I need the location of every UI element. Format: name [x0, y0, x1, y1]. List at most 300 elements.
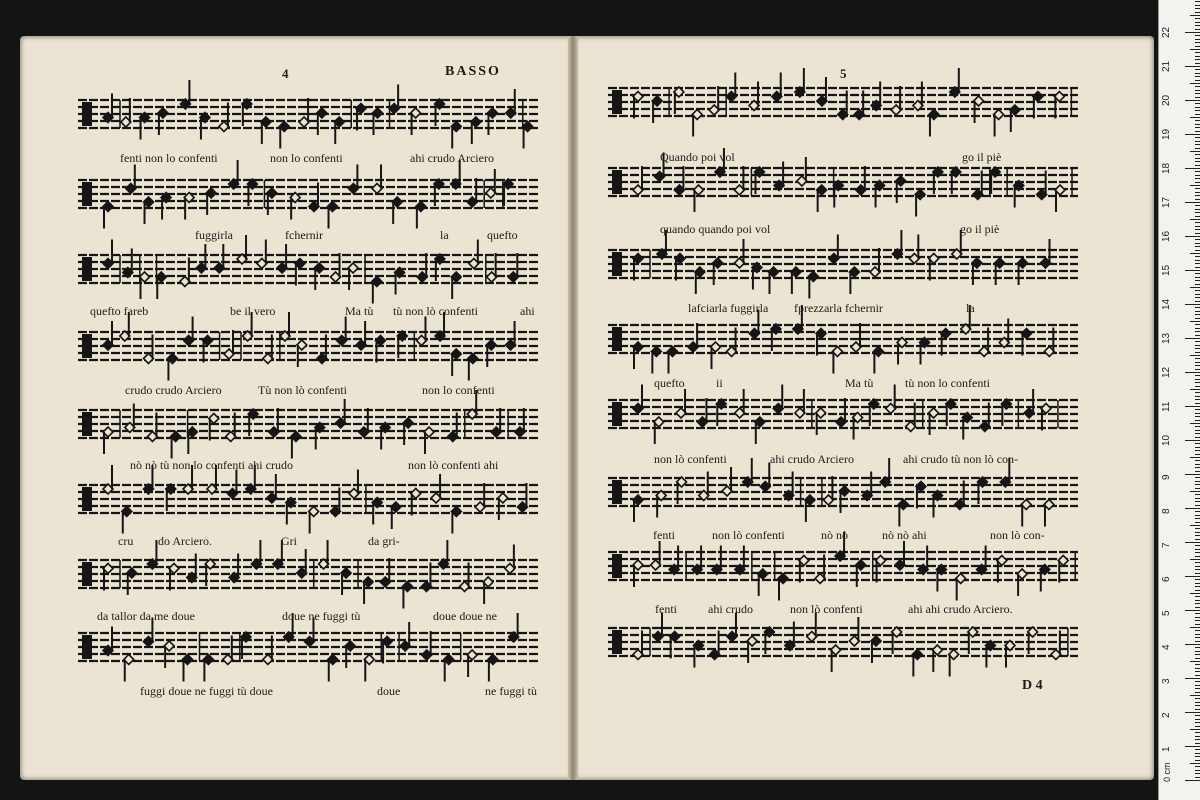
ruler-tick [1190, 627, 1200, 628]
ruler-tick [1195, 739, 1200, 740]
ruler-tick [1195, 671, 1200, 672]
ruler-tick [1195, 284, 1200, 285]
ruler-tick [1195, 18, 1200, 19]
ruler-tick [1190, 389, 1200, 390]
ruler-tick [1195, 647, 1200, 648]
ruler-tick [1195, 583, 1200, 584]
ruler-number: 14 [1161, 298, 1172, 310]
ruler-tick [1190, 287, 1200, 288]
left-staff-7 [78, 540, 540, 609]
ruler-number: 10 [1161, 434, 1172, 446]
ruler-tick [1190, 49, 1200, 50]
ruler-tick [1195, 267, 1200, 268]
ruler-tick [1195, 600, 1200, 601]
ruler-tick [1195, 420, 1200, 421]
ruler-tick [1195, 692, 1200, 693]
ruler-tick [1185, 32, 1200, 33]
ruler-tick [1195, 702, 1200, 703]
ruler-tick [1195, 277, 1200, 278]
ruler-tick [1195, 705, 1200, 706]
ruler-tick [1190, 185, 1200, 186]
ruler-tick [1195, 301, 1200, 302]
ruler-tick [1195, 399, 1200, 400]
ruler-tick [1195, 426, 1200, 427]
ruler-tick [1195, 331, 1200, 332]
ruler-tick [1195, 35, 1200, 36]
ruler-tick [1195, 620, 1200, 621]
right-staff-1 [608, 68, 1078, 137]
ruler-tick [1195, 403, 1200, 404]
ruler-tick [1195, 175, 1200, 176]
ruler-tick [1195, 566, 1200, 567]
ruler-tick [1195, 481, 1200, 482]
part-header: BASSO [445, 64, 501, 79]
ruler-tick [1195, 573, 1200, 574]
ruler-tick [1195, 528, 1200, 529]
ruler-tick [1195, 137, 1200, 138]
lyric-text: nò nò ahi [882, 528, 927, 542]
ruler-tick [1195, 86, 1200, 87]
ruler-tick [1195, 382, 1200, 383]
measurement-ruler [1158, 0, 1200, 800]
ruler-tick [1195, 450, 1200, 451]
lyric-text: quefto [487, 228, 518, 242]
ruler-tick [1185, 508, 1200, 509]
lyric-text: Ma tù [345, 304, 374, 318]
ruler-tick [1195, 675, 1200, 676]
ruler-number: 2 [1161, 712, 1172, 718]
ruler-tick [1185, 746, 1200, 747]
lyric-text: fenti non lo confenti [120, 151, 218, 165]
signature-mark: D 4 [1022, 678, 1043, 693]
ruler-number: 15 [1161, 264, 1172, 276]
ruler-tick [1190, 525, 1200, 526]
ruler-tick [1195, 229, 1200, 230]
ruler-tick [1190, 695, 1200, 696]
ruler-tick [1195, 413, 1200, 414]
ruler-tick [1190, 15, 1200, 16]
lyric-text: Tù non lò confenti [258, 383, 347, 397]
ruler-tick [1190, 729, 1200, 730]
ruler-tick [1195, 770, 1200, 771]
ruler-tick [1195, 97, 1200, 98]
ruler-unit-label: 0 cm [1162, 762, 1172, 782]
ruler-tick [1195, 63, 1200, 64]
lyric-text: ahi crudo [708, 602, 753, 616]
ruler-tick [1195, 760, 1200, 761]
ruler-number: 19 [1161, 128, 1172, 140]
right-page-number: 5 [840, 66, 847, 81]
ruler-tick [1195, 239, 1200, 240]
left-staff-6 [78, 465, 540, 534]
lyric-text: ahi crudo tù non lò con- [903, 452, 1018, 466]
ruler-tick [1185, 542, 1200, 543]
ruler-tick [1195, 107, 1200, 108]
ruler-tick [1195, 651, 1200, 652]
ruler-tick [1195, 171, 1200, 172]
ruler-tick [1195, 46, 1200, 47]
lyric-text: lafciarla fuggirla [688, 301, 769, 315]
lyric-text: Ma tù [845, 376, 874, 390]
lyric-text: ne fuggi tù [485, 684, 537, 698]
ruler-tick [1195, 477, 1200, 478]
ruler-tick [1190, 117, 1200, 118]
ruler-tick [1195, 545, 1200, 546]
ruler-tick [1195, 698, 1200, 699]
lyric-text: non lò confenti [790, 602, 863, 616]
ruler-tick [1195, 110, 1200, 111]
left-staff-3 [78, 235, 540, 304]
ruler-number: 6 [1161, 576, 1172, 582]
ruler-tick [1195, 318, 1200, 319]
ruler-tick [1195, 25, 1200, 26]
ruler-tick [1195, 369, 1200, 370]
ruler-tick [1195, 297, 1200, 298]
right-staff-3 [608, 230, 1078, 299]
ruler-tick [1195, 39, 1200, 40]
ruler-tick [1185, 644, 1200, 645]
ruler-tick [1195, 630, 1200, 631]
ruler-tick [1185, 236, 1200, 237]
ruler-tick [1195, 396, 1200, 397]
lyric-text: ahi ahi crudo Arciero. [908, 602, 1013, 616]
ruler-tick [1195, 603, 1200, 604]
ruler-tick [1185, 440, 1200, 441]
lyric-text: la [440, 228, 449, 242]
ruler-tick [1190, 355, 1200, 356]
ruler-tick [1185, 712, 1200, 713]
ruler-tick [1195, 199, 1200, 200]
ruler-tick [1195, 209, 1200, 210]
ruler-tick [1195, 416, 1200, 417]
ruler-tick [1195, 443, 1200, 444]
right-staff-5 [608, 385, 1078, 445]
ruler-tick [1195, 345, 1200, 346]
ruler-tick [1195, 243, 1200, 244]
ruler-tick [1190, 151, 1200, 152]
ruler-tick [1190, 253, 1200, 254]
ruler-tick [1195, 1, 1200, 2]
ruler-tick [1195, 69, 1200, 70]
ruler-tick [1195, 715, 1200, 716]
ruler-tick [1195, 539, 1200, 540]
ruler-tick [1185, 474, 1200, 475]
ruler-tick [1195, 141, 1200, 142]
ruler-tick [1195, 148, 1200, 149]
lyric-text: ahi crudo Arciero [410, 151, 494, 165]
ruler-tick [1195, 290, 1200, 291]
ruler-tick [1195, 732, 1200, 733]
ruler-tick [1195, 743, 1200, 744]
ruler-tick [1195, 222, 1200, 223]
ruler-tick [1185, 168, 1200, 169]
ruler-tick [1185, 338, 1200, 339]
ruler-tick [1195, 736, 1200, 737]
lyric-text: da tallor da me doue [97, 609, 195, 623]
lyric-text: tù non lo confenti [905, 376, 990, 390]
lyric-text: nò nò [821, 528, 848, 542]
ruler-tick [1195, 114, 1200, 115]
lyric-text: non lò confenti ahi [408, 458, 499, 472]
ruler-tick [1195, 467, 1200, 468]
lyric-text: ii [716, 376, 723, 390]
ruler-tick [1195, 409, 1200, 410]
ruler-number: 22 [1161, 26, 1172, 38]
ruler-number: 16 [1161, 230, 1172, 242]
ruler-tick [1195, 579, 1200, 580]
ruler-tick [1185, 270, 1200, 271]
lyric-text: doue doue ne [433, 609, 497, 623]
ruler-tick [1185, 678, 1200, 679]
ruler-tick [1195, 535, 1200, 536]
ruler-number: 12 [1161, 366, 1172, 378]
lyric-text: quefto fareb [90, 304, 149, 318]
ruler-number: 20 [1161, 94, 1172, 106]
ruler-tick [1190, 763, 1200, 764]
ruler-tick [1195, 749, 1200, 750]
lyric-text: Gri [281, 534, 297, 548]
lyric-text: fenti [655, 602, 677, 616]
ruler-tick [1195, 668, 1200, 669]
ruler-tick [1195, 386, 1200, 387]
ruler-tick [1195, 454, 1200, 455]
ruler-tick [1195, 658, 1200, 659]
ruler-tick [1195, 80, 1200, 81]
ruler-tick [1195, 144, 1200, 145]
lyric-text: la [966, 301, 975, 315]
ruler-tick [1195, 518, 1200, 519]
ruler-tick [1195, 596, 1200, 597]
ruler-tick [1195, 392, 1200, 393]
ruler-tick [1195, 753, 1200, 754]
ruler-tick [1195, 226, 1200, 227]
ruler-tick [1195, 586, 1200, 587]
ruler-tick [1195, 352, 1200, 353]
ruler-tick [1195, 311, 1200, 312]
ruler-tick [1195, 532, 1200, 533]
lyric-text: fuggirla [195, 228, 233, 242]
ruler-tick [1195, 29, 1200, 30]
ruler-tick [1190, 593, 1200, 594]
ruler-tick [1195, 681, 1200, 682]
ruler-tick [1195, 195, 1200, 196]
ruler-tick [1195, 158, 1200, 159]
lyric-text: go il piè [960, 222, 1000, 236]
ruler-tick [1195, 552, 1200, 553]
left-staff-5 [78, 390, 540, 459]
ruler-tick [1185, 100, 1200, 101]
lyric-text: da gri- [368, 534, 400, 548]
ruler-tick [1195, 494, 1200, 495]
ruler-tick [1195, 613, 1200, 614]
ruler-tick [1195, 165, 1200, 166]
ruler-tick [1185, 66, 1200, 67]
ruler-tick [1195, 511, 1200, 512]
ruler-tick [1195, 437, 1200, 438]
lyric-text: fenti [653, 528, 675, 542]
ruler-tick [1195, 212, 1200, 213]
ruler-tick [1195, 709, 1200, 710]
lyric-text: tù non lò confenti [393, 304, 478, 318]
ruler-tick [1185, 134, 1200, 135]
ruler-tick [1195, 634, 1200, 635]
ruler-tick [1195, 188, 1200, 189]
ruler-tick [1195, 56, 1200, 57]
ruler-tick [1195, 233, 1200, 234]
lyric-text: do Arciero. [158, 534, 212, 548]
ruler-tick [1195, 433, 1200, 434]
ruler-tick [1195, 90, 1200, 91]
ruler-tick [1195, 617, 1200, 618]
ruler-tick [1195, 460, 1200, 461]
ruler-number: 21 [1161, 60, 1172, 72]
ruler-tick [1195, 498, 1200, 499]
ruler-tick [1195, 379, 1200, 380]
ruler-tick [1195, 216, 1200, 217]
ruler-tick [1195, 182, 1200, 183]
ruler-number: 4 [1161, 644, 1172, 650]
ruler-tick [1195, 726, 1200, 727]
ruler-tick [1185, 406, 1200, 407]
ruler-tick [1195, 375, 1200, 376]
ruler-tick [1185, 576, 1200, 577]
ruler-tick [1195, 120, 1200, 121]
ruler-tick [1185, 610, 1200, 611]
lyric-text: Quando poi vol [660, 150, 735, 164]
ruler-number: 17 [1161, 196, 1172, 208]
ruler-tick [1195, 161, 1200, 162]
ruler-tick [1195, 607, 1200, 608]
ruler-number: 3 [1161, 678, 1172, 684]
ruler-tick [1195, 685, 1200, 686]
ruler-tick [1195, 447, 1200, 448]
ruler-tick [1195, 471, 1200, 472]
ruler-tick [1195, 430, 1200, 431]
ruler-tick [1195, 766, 1200, 767]
ruler-tick [1195, 250, 1200, 251]
ruler-tick [1195, 688, 1200, 689]
right-staff-6 [608, 458, 1078, 527]
lyric-text: go il piè [962, 150, 1002, 164]
ruler-tick [1195, 76, 1200, 77]
ruler-tick [1195, 22, 1200, 23]
ruler-tick [1190, 219, 1200, 220]
lyric-text: doue ne fuggi tù [282, 609, 361, 623]
ruler-tick [1195, 556, 1200, 557]
ruler-tick [1195, 263, 1200, 264]
ruler-tick [1195, 362, 1200, 363]
ruler-tick [1195, 127, 1200, 128]
ruler-tick [1195, 624, 1200, 625]
ruler-tick [1195, 358, 1200, 359]
ruler-tick [1195, 52, 1200, 53]
ruler-tick [1195, 341, 1200, 342]
ruler-tick [1195, 307, 1200, 308]
lyric-text: ahi crudo Arciero [770, 452, 854, 466]
ruler-tick [1190, 491, 1200, 492]
ruler-tick [1195, 273, 1200, 274]
ruler-number: 5 [1161, 610, 1172, 616]
ruler-tick [1195, 484, 1200, 485]
lyric-text: non lò confenti [654, 452, 727, 466]
ruler-tick [1195, 549, 1200, 550]
ruler-tick [1190, 661, 1200, 662]
ruler-tick [1195, 12, 1200, 13]
ruler-tick [1195, 154, 1200, 155]
ruler-tick [1195, 5, 1200, 6]
ruler-tick [1195, 93, 1200, 94]
ruler-tick [1195, 719, 1200, 720]
ruler-tick [1195, 569, 1200, 570]
ruler-tick [1195, 756, 1200, 757]
lyric-text: fuggi doue ne fuggi tù doue [140, 684, 273, 698]
lyric-text: nò nò tù non lo confenti ahi crudo [130, 458, 293, 472]
ruler-number: 9 [1161, 474, 1172, 480]
ruler-tick [1195, 501, 1200, 502]
ruler-tick [1195, 641, 1200, 642]
ruler-tick [1185, 304, 1200, 305]
ruler-tick [1190, 423, 1200, 424]
right-staff-8 [608, 613, 1078, 677]
ruler-tick [1195, 637, 1200, 638]
ruler-tick [1195, 515, 1200, 516]
ruler-tick [1185, 202, 1200, 203]
ruler-tick [1195, 328, 1200, 329]
ruler-tick [1195, 773, 1200, 774]
ruler-tick [1195, 8, 1200, 9]
lyric-text: non lò con- [990, 528, 1045, 542]
ruler-tick [1195, 348, 1200, 349]
ruler-tick [1195, 522, 1200, 523]
lyric-text: non lo confenti [270, 151, 343, 165]
ruler-tick [1195, 59, 1200, 60]
ruler-tick [1195, 246, 1200, 247]
ruler-tick [1190, 321, 1200, 322]
ruler-tick [1195, 294, 1200, 295]
left-page-number: 4 [282, 66, 289, 81]
left-staff-1 [78, 80, 540, 149]
ruler-tick [1190, 83, 1200, 84]
ruler-tick [1195, 178, 1200, 179]
ruler-tick [1185, 372, 1200, 373]
lyric-text: be il vero [230, 304, 276, 318]
ruler-tick [1195, 73, 1200, 74]
lyric-text: cru [118, 534, 134, 548]
ruler-number: 18 [1161, 162, 1172, 174]
ruler-tick [1195, 464, 1200, 465]
ruler-tick [1195, 590, 1200, 591]
lyric-text: quefto [654, 376, 685, 390]
ruler-tick [1195, 280, 1200, 281]
lyric-text: quando quando poi vol [660, 222, 771, 236]
ruler-tick [1195, 256, 1200, 257]
ruler-tick [1195, 324, 1200, 325]
ruler-number: 8 [1161, 508, 1172, 514]
ruler-tick [1195, 505, 1200, 506]
ruler-tick [1195, 722, 1200, 723]
ruler-tick [1195, 562, 1200, 563]
ruler-tick [1195, 365, 1200, 366]
ruler-number: 11 [1161, 401, 1172, 412]
ruler-tick [1195, 335, 1200, 336]
ruler-tick [1195, 664, 1200, 665]
ruler-tick [1195, 314, 1200, 315]
lyric-text: fchernir [285, 228, 323, 242]
left-staff-2 [78, 160, 540, 229]
ruler-tick [1195, 103, 1200, 104]
ruler-tick [1190, 559, 1200, 560]
left-staff-4 [78, 312, 540, 381]
